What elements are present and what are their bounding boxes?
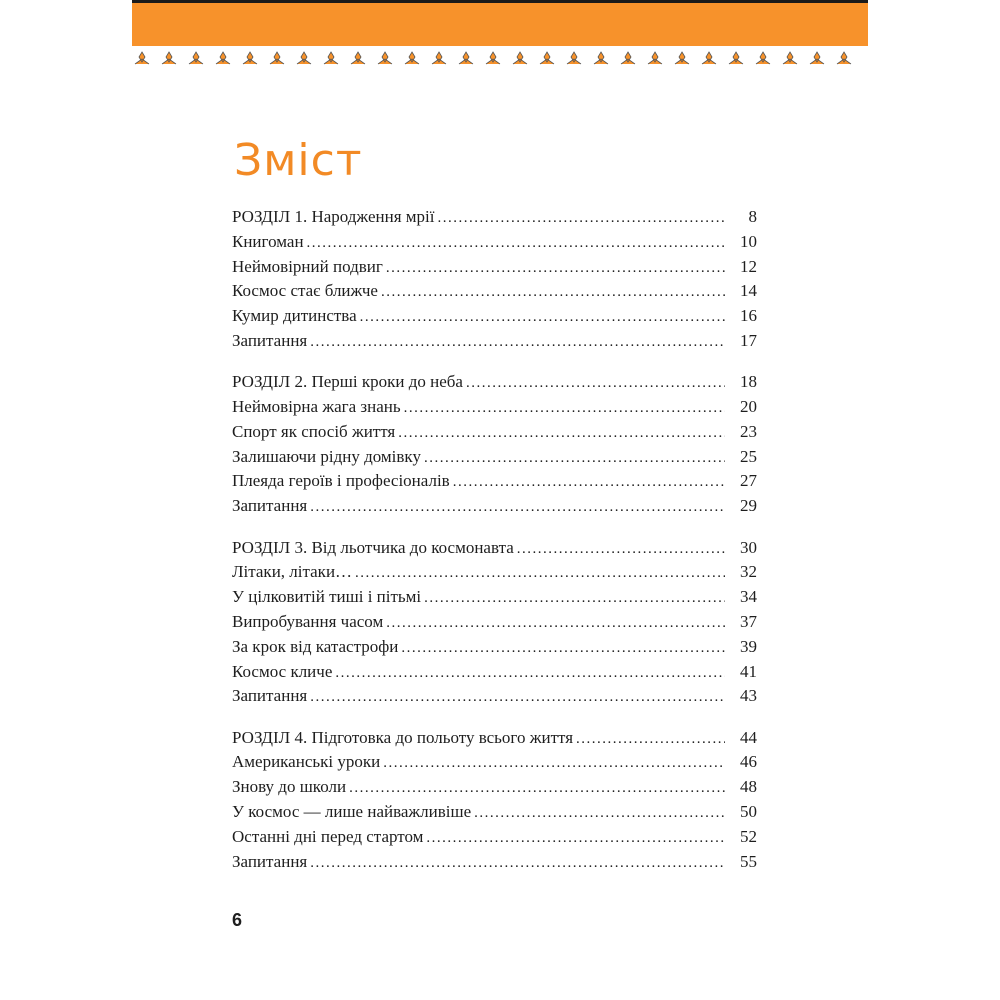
toc-chapter-row[interactable] [232,370,757,395]
toc-entry-row[interactable] [232,329,757,354]
toc-section [232,536,757,710]
ornament-motif [486,52,500,64]
ornament-motif [135,52,149,64]
toc-entry-row[interactable] [232,825,757,850]
ornament-motif [324,52,338,64]
entry-title: Запитання [232,330,308,350]
chapter-title: РОЗДІЛ 3. Від льотчика до космонавта [232,537,514,557]
toc-page-number: 12 [740,256,757,276]
dot-leader [307,231,725,256]
page-number: 6 [232,910,243,930]
toc-entry-row[interactable] [232,610,757,635]
toc-page-number: 25 [740,446,757,466]
entry-title: Запитання [232,851,308,871]
dot-leader [424,446,725,471]
toc-page-number: 48 [740,777,757,797]
toc-page-number: 39 [740,636,757,656]
toc-entry-row[interactable] [232,560,757,585]
entry-title: Останні дні перед стартом [232,826,424,846]
book-page [132,0,868,1000]
entry-title: Неймовірний подвиг [232,256,383,276]
toc-entry-row[interactable] [232,395,757,420]
toc-page-number: 10 [740,231,757,251]
toc-entry-row[interactable] [232,304,757,329]
dot-leader [383,751,725,776]
toc-entry-row[interactable] [232,660,757,685]
ornament-motif [837,52,851,64]
toc-entry-row[interactable] [232,230,757,255]
entry-title: Плеяда героїв і професіоналів [232,471,450,491]
entry-title: Кумир дитинства [232,306,357,326]
folk-ornament-border [132,48,868,70]
toc-entry-row[interactable] [232,775,757,800]
toc-entry-row[interactable] [232,494,757,519]
dot-leader [404,396,725,421]
ornament-motif [351,52,365,64]
ornament-motif [702,52,716,64]
dot-leader [310,851,725,876]
dot-leader [517,537,725,562]
toc-page-number: 55 [740,851,757,871]
ornament-motif [621,52,635,64]
toc-page-number: 44 [740,727,757,747]
entry-title: Космос стає ближче [232,281,378,301]
table-of-contents [232,205,757,891]
ornament-motif [432,52,446,64]
entry-title: Космос кличе [232,661,333,681]
chapter-title: РОЗДІЛ 4. Підготовка до польоту всього життя [232,727,574,747]
dot-leader [401,636,725,661]
ornament-motif [378,52,392,64]
ornament-motif [594,52,608,64]
toc-entry-row[interactable] [232,800,757,825]
toc-entry-row[interactable] [232,279,757,304]
page-title: Зміст [234,135,363,187]
dot-leader [360,305,725,330]
dot-leader [466,371,725,396]
toc-page-number: 37 [740,611,757,631]
ornament-motif [648,52,662,64]
toc-section [232,726,757,875]
dot-leader [349,776,725,801]
dot-leader [426,826,725,851]
dot-leader [310,685,725,710]
dot-leader [381,280,725,305]
toc-page-number: 32 [740,562,757,582]
dot-leader [386,256,725,281]
dot-leader [355,561,725,586]
ornament-motif [189,52,203,64]
dot-leader [335,661,725,686]
ornament-motif [810,52,824,64]
toc-page-number: 50 [740,802,757,822]
dot-leader [453,470,725,495]
toc-page-number: 52 [740,826,757,846]
toc-section [232,370,757,519]
ornament-motif [540,52,554,64]
toc-page-number: 27 [740,471,757,491]
toc-page-number: 41 [740,661,757,681]
dot-leader [576,727,725,752]
toc-page-number: 29 [740,496,757,516]
dot-leader [310,495,725,520]
ornament-motif [459,52,473,64]
toc-entry-row[interactable] [232,445,757,470]
toc-page-number: 18 [740,372,757,392]
ornament-motif [675,52,689,64]
toc-entry-row[interactable] [232,635,757,660]
toc-page-number: 34 [740,587,757,607]
toc-page-number: 8 [748,207,757,226]
dot-leader [474,801,725,826]
entry-title: Залишаючи рідну домівку [232,446,421,466]
toc-chapter-row[interactable] [232,726,757,751]
entry-title: Спорт як спосіб життя [232,421,396,441]
entry-title: Запитання [232,496,308,516]
toc-entry-row[interactable] [232,420,757,445]
entry-title: У цілковитій тиші і пітьмі [232,587,422,607]
entry-title: Випробування часом [232,611,384,631]
toc-entry-row[interactable] [232,684,757,709]
toc-page-number: 17 [740,330,757,350]
ornament-motif [162,52,176,64]
toc-page-number: 30 [740,537,757,557]
dot-leader [386,611,725,636]
dot-leader [398,421,725,446]
toc-page-number: 23 [740,421,757,441]
toc-entry-row[interactable] [232,255,757,280]
ornament-motif [756,52,770,64]
ornament-motif [243,52,257,64]
toc-section [232,205,757,354]
toc-entry-row[interactable] [232,850,757,875]
chapter-title: РОЗДІЛ 1. Народження мрії [232,207,435,226]
entry-title: Літаки, літаки… [232,562,353,582]
decorative-header-band [132,0,868,46]
entry-title: Неймовірна жага знань [232,397,401,417]
toc-chapter-row[interactable] [232,205,757,230]
ornament-motif [216,52,230,64]
toc-entry-row[interactable] [232,585,757,610]
dot-leader [424,586,725,611]
entry-title: За крок від катастрофи [232,636,399,656]
ornament-motif [729,52,743,64]
entry-title: Книгоман [232,231,304,251]
ornament-motif [405,52,419,64]
toc-page-number: 16 [740,306,757,326]
entry-title: У космос — лише найважливіше [232,802,472,822]
ornament-motif [513,52,527,64]
ornament-motif [270,52,284,64]
chapter-title: РОЗДІЛ 2. Перші кроки до неба [232,372,463,392]
ornament-motif [567,52,581,64]
toc-entry-row[interactable] [232,750,757,775]
toc-entry-row[interactable] [232,469,757,494]
ornament-motif [783,52,797,64]
toc-page-number: 14 [740,281,757,301]
dot-leader [437,206,725,231]
entry-title: Знову до школи [232,777,347,797]
dot-leader [310,330,725,355]
toc-page-number: 46 [740,752,757,772]
entry-title: Запитання [232,686,308,706]
ornament-motif [297,52,311,64]
toc-page-number: 43 [740,686,757,706]
toc-page-number: 20 [740,397,757,417]
entry-title: Американські уроки [232,752,381,772]
toc-chapter-row[interactable] [232,536,757,561]
